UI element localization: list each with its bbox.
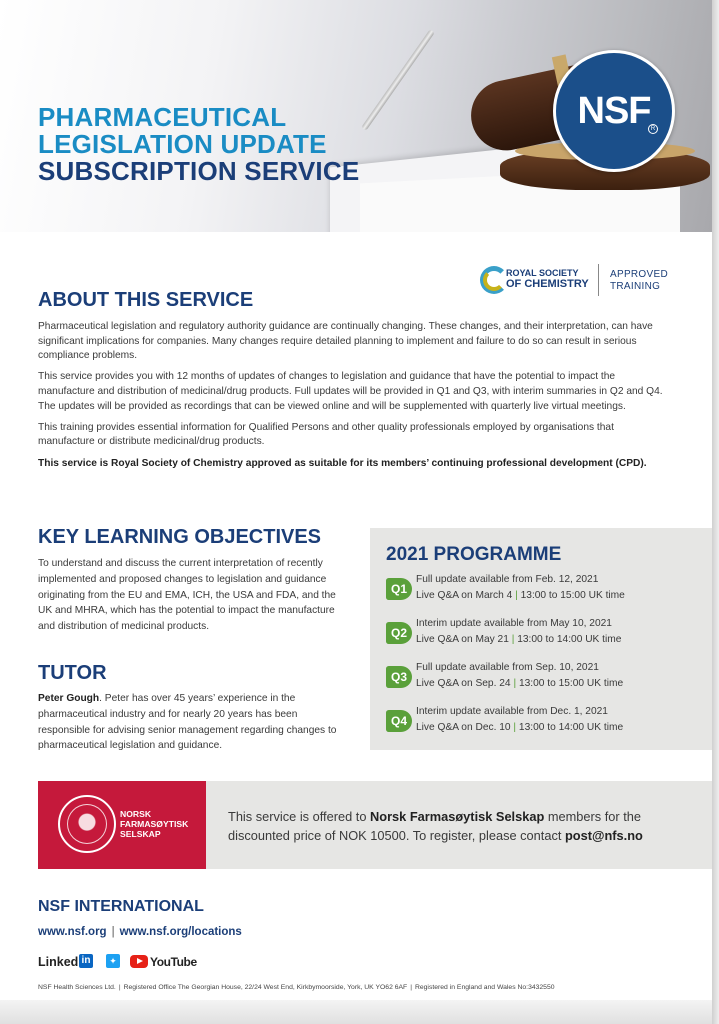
legal-separator: |	[410, 984, 412, 991]
offer-email-link[interactable]: post@nfs.no	[564, 828, 643, 843]
offer-org: Norsk Farmasøytisk Selskap	[370, 809, 545, 824]
registered-mark-icon: R	[648, 124, 658, 134]
rsc-divider	[598, 264, 599, 296]
q2-time: 13:00 to 14:00 UK time	[517, 634, 622, 645]
separator: |	[513, 678, 517, 689]
title-line-2: LEGISLATION UPDATE	[38, 129, 327, 159]
separator: |	[511, 634, 515, 645]
norsk-name-line-1: NORSK	[120, 809, 152, 819]
q1-badge: Q1	[386, 578, 412, 600]
pen-image	[361, 29, 435, 131]
tutor-heading: TUTOR	[38, 662, 107, 684]
nsf-website-link[interactable]: www.nsf.org	[38, 926, 107, 938]
norsk-name-line-2: FARMASØYTISK	[120, 819, 189, 829]
tutor-body	[38, 691, 338, 754]
tutor-name: Peter Gough	[38, 693, 100, 704]
q2-qa: Live Q&A on May 21	[416, 634, 509, 645]
q1-live	[416, 588, 625, 604]
header-banner	[0, 0, 712, 232]
legal-separator: |	[118, 984, 121, 991]
q4-update: Interim update available from Dec. 1, 2021	[416, 706, 608, 717]
q4-badge: Q4	[386, 710, 412, 732]
objectives-body: To understand and discuss the current interpretation of recently implemented and proposed changes to legislation and guidance originating from the EU and EMA, ICH, the USA and FDA, and the UK and MHRA, which has the potential to impact the manufacture and distribution of medicinal products.	[38, 558, 336, 633]
q4-live	[416, 720, 623, 736]
quarter-row-q1	[386, 572, 706, 606]
youtube-link[interactable]: YouTube	[150, 955, 197, 969]
legal-registration: Registered in England and Wales No:3432550	[414, 984, 555, 991]
offer-panel	[206, 781, 712, 869]
separator: |	[515, 590, 518, 601]
rsc-logo-inner-icon	[483, 269, 505, 291]
quarter-row-q2	[386, 616, 706, 650]
offer-text	[228, 807, 698, 845]
q3-text	[416, 660, 623, 692]
separator: |	[513, 722, 517, 733]
title-line-1: PHARMACEUTICAL	[38, 102, 287, 132]
seal-portrait	[67, 804, 107, 844]
rsc-approved-label	[610, 269, 668, 293]
link-separator: |	[111, 926, 115, 938]
q3-qa: Live Q&A on Sep. 24	[416, 678, 511, 689]
programme-panel	[370, 528, 712, 750]
about-paragraph-2: This service provides you with 12 months of updates of changes to legislation and guidance that have the potential to impact the manufacture and distribution of medicinal/drug products. Full updates will be provided in Q1 and Q3, with interim summaries in Q2 and Q4. The updates will be provided as recordings that can be viewed online and will be supplemented with quarterly live virtual meetings.	[38, 371, 663, 412]
q3-update: Full update available from Sep. 10, 2021	[416, 662, 599, 673]
quarter-row-q3	[386, 660, 706, 694]
q1-qa: Live Q&A on March 4	[416, 590, 513, 601]
offer-text-2: members for the discounted price of NOK 10500. To register, please contact	[228, 809, 642, 843]
legal-footer	[38, 984, 555, 991]
q3-live	[416, 676, 623, 692]
linkedin-link[interactable]: Linked	[38, 955, 79, 969]
q2-live	[416, 632, 621, 648]
about-paragraph-1: Pharmaceutical legislation and regulatory authority guidance are continually changing. These changes, and their interpretation, can have significant implications for companies. Many changes require detailed planning to implement and failure to do so can result in serious compliance problems.	[38, 321, 653, 362]
company-name: NSF INTERNATIONAL	[38, 898, 204, 915]
rsc-approved-line-1: APPROVED	[610, 269, 668, 280]
youtube-icon[interactable]	[130, 955, 148, 968]
q3-badge: Q3	[386, 666, 412, 688]
q2-text	[416, 616, 621, 648]
cpd-note: This service is Royal Society of Chemistry approved as suitable for its members’ continuing professional development (CPD).	[38, 457, 647, 469]
q2-badge: Q2	[386, 622, 412, 644]
q4-time: 13:00 to 14:00 UK time	[518, 722, 624, 733]
twitter-icon[interactable]: ✦	[106, 954, 120, 968]
q1-update: Full update available from Feb. 12, 2021	[416, 574, 599, 585]
nsf-locations-link[interactable]: www.nsf.org/locations	[119, 926, 242, 938]
rsc-name-line-1: ROYAL SOCIETY	[506, 268, 579, 278]
q3-time: 13:00 to 15:00 UK time	[518, 678, 624, 689]
norsk-logo-panel	[38, 781, 206, 869]
about-heading: ABOUT THIS SERVICE	[38, 289, 254, 311]
website-links	[38, 926, 242, 938]
nsf-logo-text: NSF	[577, 89, 651, 132]
rsc-name-line-2: OF CHEMISTRY	[506, 278, 589, 290]
norsk-name-line-3: SELSKAP	[120, 829, 161, 839]
legal-address: Registered Office The Georgian House, 22/24 West End, Kirkbymoorside, York, UK YO62 6AF	[123, 984, 408, 991]
q4-text	[416, 704, 623, 736]
title-line-3: SUBSCRIPTION SERVICE	[38, 156, 360, 186]
legal-company: NSF Health Sciences Ltd.	[38, 984, 116, 991]
page-edge-shadow	[712, 0, 719, 1024]
nsf-logo	[553, 50, 675, 172]
linkedin-icon[interactable]: in	[79, 954, 93, 968]
tutor-bio: . Peter has over 45 years’ experience in the pharmaceutical industry and for nearly 20 years has been responsible for advising senior management regarding changes to pharmaceutical legislation and guidance.	[38, 693, 337, 752]
seal-icon	[58, 795, 116, 853]
norsk-name	[120, 809, 188, 839]
q4-qa: Live Q&A on Dec. 10	[416, 722, 511, 733]
q1-time: 13:00 to 15:00 UK time	[520, 590, 625, 601]
programme-heading: 2021 PROGRAMME	[386, 544, 562, 565]
rsc-approved-line-2: TRAINING	[610, 281, 661, 292]
about-body	[38, 320, 670, 478]
q1-text	[416, 572, 625, 604]
social-links	[38, 953, 238, 971]
offer-text-1: This service is offered to	[228, 809, 371, 824]
about-paragraph-3: This training provides essential information for Qualified Persons and other quality professionals employed by organisations that manufacture or distribute medicinal/drug products.	[38, 421, 614, 448]
page-title	[38, 104, 359, 185]
q2-update: Interim update available from May 10, 2021	[416, 618, 612, 629]
quarter-row-q4	[386, 704, 706, 738]
page-bottom-band	[0, 1000, 712, 1024]
rsc-name	[506, 268, 589, 290]
objectives-heading: KEY LEARNING OBJECTIVES	[38, 526, 322, 548]
